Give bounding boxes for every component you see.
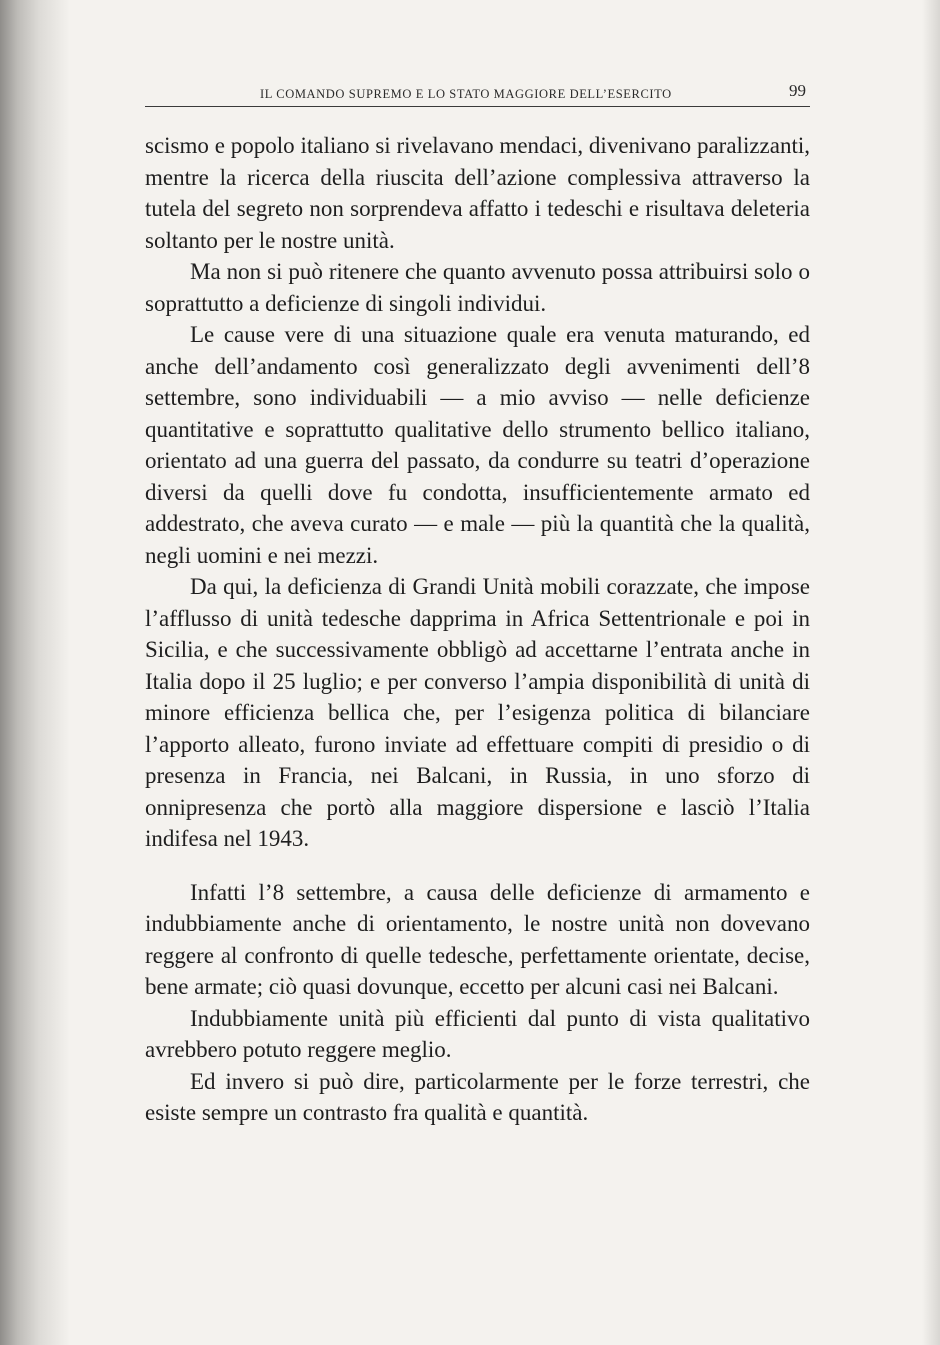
page-number: 99 bbox=[789, 81, 806, 100]
paragraph-7: Ed invero si può dire, particolarmente per le forze terrestri, che esiste sempre un contrasto fra qualità e quantità. bbox=[145, 1068, 810, 1125]
binding-shadow bbox=[0, 0, 70, 1345]
paragraph-6: Indubbiamente unità più efficienti dal punto di vista qualitativo avrebbero potuto reggere meglio. bbox=[145, 1005, 810, 1062]
page-edge bbox=[922, 0, 940, 1345]
paragraph-5: Infatti l’8 settembre, a causa delle deficienze di armamento e indubbiamente anche di orientamento, le nostre unità non dovevano reggere al confronto di quelle tedesche, perfettamente orientate, decise, bene armate; ciò quasi dovunque, eccetto per alcuni casi nei Balcani. bbox=[145, 879, 810, 999]
running-title: IL COMANDO SUPREMO E LO STATO MAGGIORE DELL’ESERCITO bbox=[260, 87, 672, 101]
paragraph-4: Da qui, la deficienza di Grandi Unità mobili corazzate, che impose l’afflusso di unità tedesche dapprima in Africa Settentrionale e poi in Sicilia, e che successivamente obbligò ad accettarne l’entrata anche in Italia dopo il 25 luglio; e per converso l’ampia disponibilità di unità di minore efficienza bellica che, per l’esigenza politica di bilanciare l’apporto alleato, furono inviate ad effettuare compiti di presidio o di presenza in Francia, nei Balcani, in Russia, in uno sforzo di onnipresenza che portò alla maggiore dispersione e lasciò l’Italia indifesa nel 1943. bbox=[145, 574, 810, 851]
paragraph-3: Le cause vere di una situazione quale era venuta maturando, ed anche dell’andamento così generalizzato degli avvenimenti dell’8 settembre, sono individuabili — a mio avviso — nelle deficienze quantitative e soprattutto qualitative dello strumento bellico italiano, orientato ad una guerra del passato, da condurre su teatri d’operazione diversi da quelli dove fu condotta, insufficientemente armato ed addestrato, che aveva curato — e male — più la quantità che la qualità, negli uomini e nei mezzi. bbox=[145, 322, 810, 568]
paragraph-2: Ma non si può ritenere che quanto avvenuto possa attribuirsi solo o soprattutto a deficienze di singoli individui. bbox=[145, 259, 810, 316]
body-text bbox=[145, 130, 810, 1129]
running-header bbox=[145, 80, 810, 107]
paragraph-1: scismo e popolo italiano si rivelavano mendaci, divenivano paralizzanti, mentre la ricerca della riuscita dell’azione complessiva attraverso la tutela del segreto non sorprendeva affatto i tedeschi e risultava deleteria soltanto per le nostre unità. bbox=[145, 133, 810, 253]
